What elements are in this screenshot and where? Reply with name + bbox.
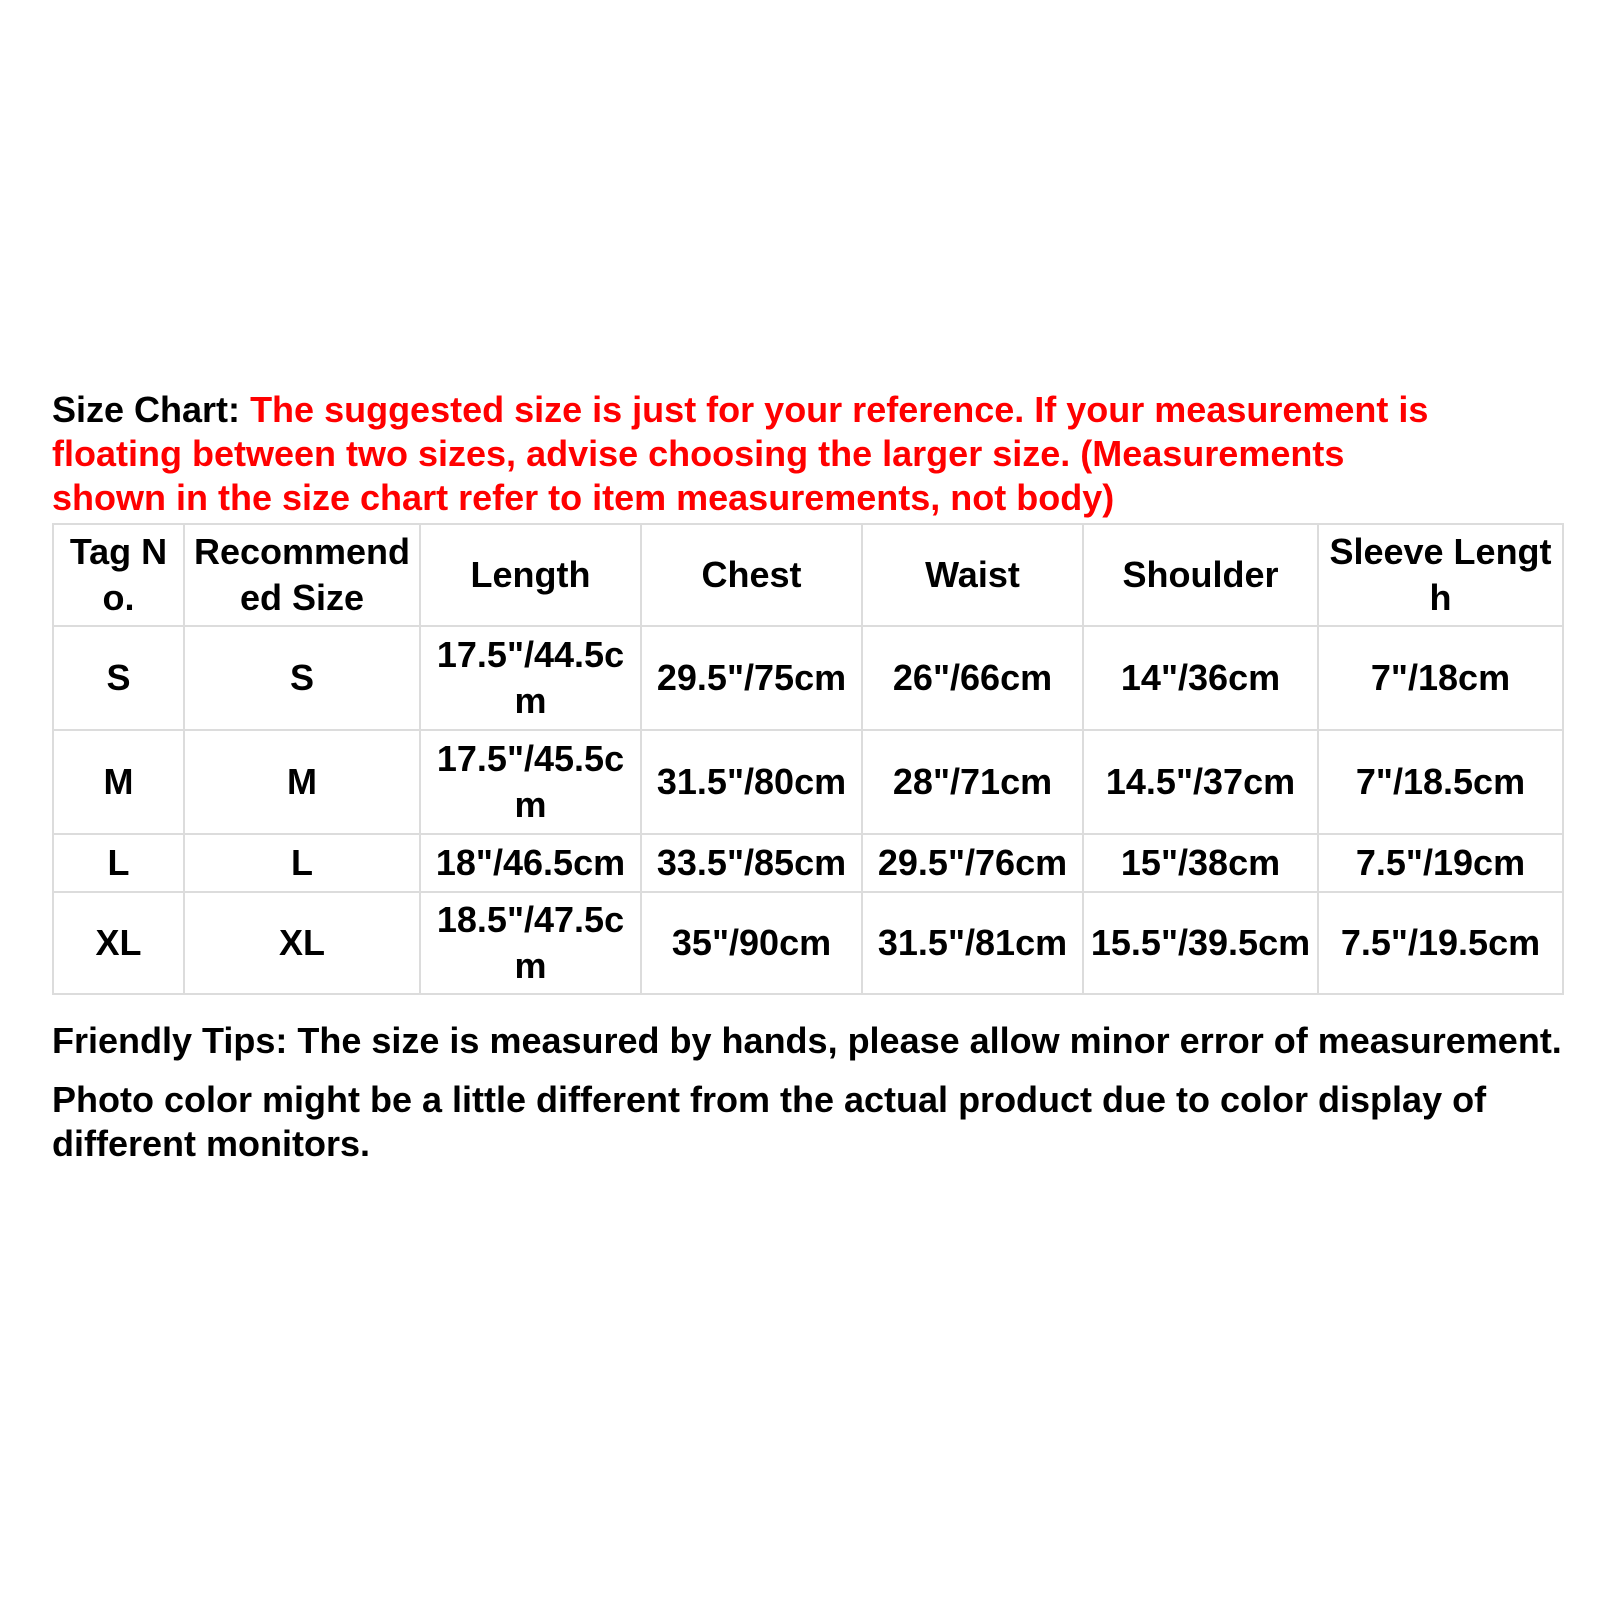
- cell-recommended-size: M: [184, 730, 420, 834]
- size-chart-label: Size Chart:: [52, 389, 241, 430]
- header-tag-no: Tag No.: [53, 524, 184, 626]
- cell-length: 18.5"/47.5cm: [420, 892, 641, 994]
- cell-shoulder: 15"/38cm: [1083, 834, 1318, 892]
- friendly-tips: Friendly Tips: The size is measured by hands, please allow minor error of measurement.: [52, 1020, 1562, 1061]
- size-table: [52, 523, 1564, 995]
- intro-line-1: [52, 388, 1562, 432]
- cell-tag-no: M: [53, 730, 184, 834]
- header-waist: Waist: [862, 524, 1083, 626]
- intro-text-1: The suggested size is just for your reference. If your measurement is: [250, 389, 1429, 430]
- table-header-row: [53, 524, 1563, 626]
- cell-sleeve-length: 7.5"/19.5cm: [1318, 892, 1563, 994]
- cell-shoulder: 14"/36cm: [1083, 626, 1318, 730]
- header-shoulder: Shoulder: [1083, 524, 1318, 626]
- cell-shoulder: 14.5"/37cm: [1083, 730, 1318, 834]
- cell-recommended-size: XL: [184, 892, 420, 994]
- cell-chest: 35"/90cm: [641, 892, 862, 994]
- cell-tag-no: L: [53, 834, 184, 892]
- cell-sleeve-length: 7"/18cm: [1318, 626, 1563, 730]
- size-chart-intro: [52, 388, 1562, 520]
- cell-waist: 31.5"/81cm: [862, 892, 1083, 994]
- cell-recommended-size: S: [184, 626, 420, 730]
- cell-tag-no: XL: [53, 892, 184, 994]
- cell-waist: 28"/71cm: [862, 730, 1083, 834]
- intro-text-2: floating between two sizes, advise choosing the larger size. (Measurements: [52, 433, 1345, 474]
- header-sleeve-length: Sleeve Length: [1318, 524, 1563, 626]
- cell-chest: 31.5"/80cm: [641, 730, 862, 834]
- photo-color-note: Photo color might be a little different from the actual product due to color display of different monitors.: [52, 1079, 1487, 1164]
- header-recommended-size: Recommended Size: [184, 524, 420, 626]
- size-chart-document: [52, 388, 1562, 1166]
- cell-waist: 26"/66cm: [862, 626, 1083, 730]
- header-length: Length: [420, 524, 641, 626]
- header-chest: Chest: [641, 524, 862, 626]
- table-row: [53, 730, 1563, 834]
- cell-length: 18"/46.5cm: [420, 834, 641, 892]
- cell-length: 17.5"/45.5cm: [420, 730, 641, 834]
- cell-recommended-size: L: [184, 834, 420, 892]
- table-row: [53, 626, 1563, 730]
- cell-tag-no: S: [53, 626, 184, 730]
- cell-length: 17.5"/44.5cm: [420, 626, 641, 730]
- cell-chest: 33.5"/85cm: [641, 834, 862, 892]
- table-row: [53, 834, 1563, 892]
- cell-sleeve-length: 7"/18.5cm: [1318, 730, 1563, 834]
- cell-shoulder: 15.5"/39.5cm: [1083, 892, 1318, 994]
- cell-sleeve-length: 7.5"/19cm: [1318, 834, 1563, 892]
- cell-chest: 29.5"/75cm: [641, 626, 862, 730]
- table-row: [53, 892, 1563, 994]
- cell-waist: 29.5"/76cm: [862, 834, 1083, 892]
- intro-text-3: shown in the size chart refer to item measurements, not body): [52, 477, 1115, 518]
